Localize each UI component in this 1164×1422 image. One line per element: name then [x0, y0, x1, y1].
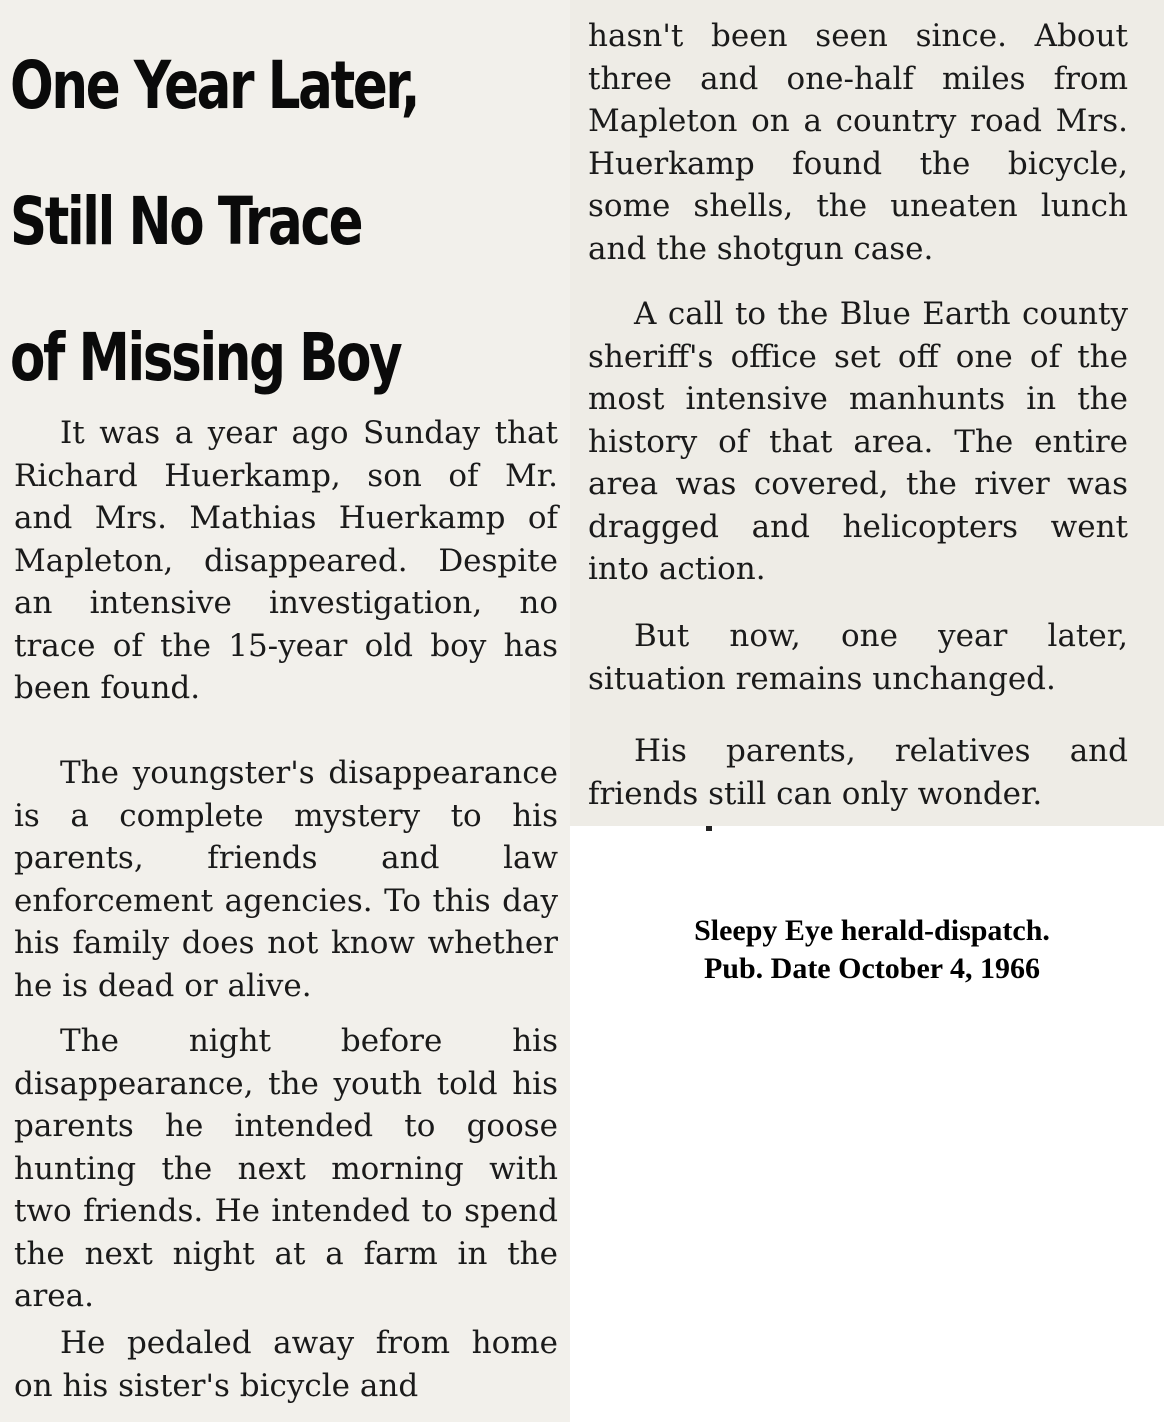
- left-paragraph-4: He pedaled away from home on his sister's bicycle and: [14, 1325, 558, 1404]
- caption-pub-date: Pub. Date October 4, 1966: [703, 952, 1041, 985]
- caption-publication: Sleepy Eye herald-dispatch.: [694, 914, 1050, 947]
- left-paragraph-2: The youngster's disappearance is a complete mystery to his parents, friends and law enforcement agencies. To this day his family does not know whether he is dead or alive.: [14, 755, 558, 1004]
- left-paragraph-3: The night before his disappearance, the youth told his parents he intended to goose hunting the next morning with two friends. He intended to spend the next night at a farm in the area.: [14, 1023, 558, 1314]
- headline-line-2: Still No Trace: [10, 183, 362, 260]
- right-paragraph-2: A call to the Blue Earth county sheriff's office set off one of the most intensive manhunts in the history of that area. The entire area was covered, the river was dragged and helicopters went into action.: [588, 296, 1128, 587]
- headline-line-3: of Missing Boy: [10, 319, 401, 396]
- right-paragraph-4: His parents, relatives and friends still can only wonder.: [588, 733, 1128, 812]
- right-paragraph-3: But now, one year later, situation remains unchanged.: [588, 618, 1128, 697]
- headline: [10, 18, 439, 426]
- headline-line-1: One Year Later,: [10, 47, 419, 124]
- left-paragraph-1: It was a year ago Sunday that Richard Huerkamp, son of Mr. and Mrs. Mathias Huerkamp of Mapleton, disappeared. Despite an intensive investigation, no trace of the 15-year old boy has been found.: [14, 415, 558, 706]
- print-speck: [706, 826, 712, 831]
- right-paragraph-1: hasn't been seen since. About three and one-half miles from Mapleton on a country road Mrs. Huerkamp found the bicycle, some shells, the uneaten lunch and the shotgun case.: [588, 18, 1128, 267]
- source-caption: [620, 912, 1124, 988]
